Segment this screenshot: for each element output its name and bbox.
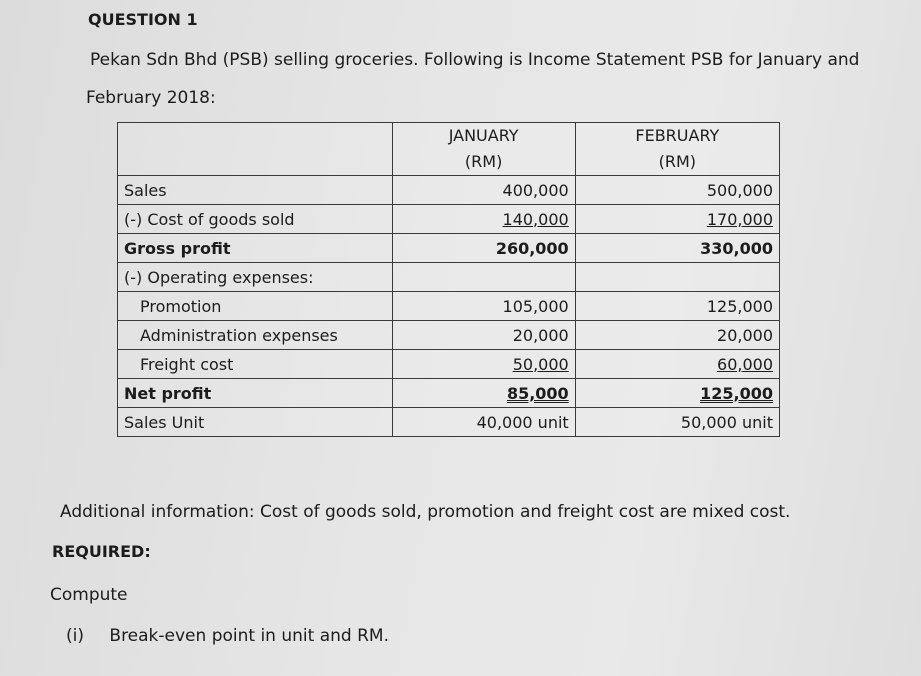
row-label: Sales xyxy=(118,176,393,205)
header-february-label: FEBRUARY xyxy=(635,126,720,145)
row-label: Administration expenses xyxy=(118,321,393,350)
table-row xyxy=(118,408,780,437)
jan-value: 85,000 xyxy=(506,383,569,403)
intro-line-2: February 2018: xyxy=(86,88,216,108)
required-heading: REQUIRED: xyxy=(52,542,151,561)
row-label: Gross profit xyxy=(118,234,393,263)
question-title: QUESTION 1 xyxy=(88,10,198,29)
table-row xyxy=(118,263,780,292)
feb-value: 330,000 xyxy=(575,234,779,263)
header-blank-cell xyxy=(118,123,393,176)
compute-label: Compute xyxy=(50,585,128,605)
row-label: (-) Cost of goods sold xyxy=(118,205,393,234)
jan-value: 400,000 xyxy=(392,176,575,205)
header-february xyxy=(575,123,779,176)
additional-information: Additional information: Cost of goods sold, promotion and freight cost are mixed cost. xyxy=(60,502,791,522)
jan-value xyxy=(392,263,575,292)
jan-value: 40,000 unit xyxy=(392,408,575,437)
jan-value: 140,000 xyxy=(502,209,569,229)
jan-value: 50,000 xyxy=(512,354,569,374)
row-label: Net profit xyxy=(118,379,393,408)
table-header-row xyxy=(118,123,780,176)
feb-value: 50,000 unit xyxy=(575,408,779,437)
table-row xyxy=(118,379,780,408)
table-row xyxy=(118,292,780,321)
feb-value: 20,000 xyxy=(575,321,779,350)
feb-value: 125,000 xyxy=(700,383,773,403)
feb-value xyxy=(575,263,779,292)
row-label: Sales Unit xyxy=(118,408,393,437)
intro-line-1: Pekan Sdn Bhd (PSB) selling groceries. Following is Income Statement PSB for January and xyxy=(90,50,860,70)
table-row xyxy=(118,234,780,263)
feb-value: 125,000 xyxy=(575,292,779,321)
header-january-unit: (RM) xyxy=(464,152,503,171)
jan-value: 105,000 xyxy=(392,292,575,321)
income-statement-table xyxy=(117,122,780,437)
row-label: (-) Operating expenses: xyxy=(118,263,393,292)
feb-value: 500,000 xyxy=(575,176,779,205)
header-january-label: JANUARY xyxy=(448,126,519,145)
item-number: (i) xyxy=(66,626,84,646)
item-text: Break-even point in unit and RM. xyxy=(109,626,389,646)
table-row xyxy=(118,176,780,205)
list-item xyxy=(66,626,389,646)
row-label: Freight cost xyxy=(118,350,393,379)
table-row xyxy=(118,205,780,234)
row-label: Promotion xyxy=(118,292,393,321)
table-row xyxy=(118,350,780,379)
feb-value: 170,000 xyxy=(706,209,773,229)
jan-value: 20,000 xyxy=(392,321,575,350)
feb-value: 60,000 xyxy=(717,354,773,374)
header-january xyxy=(392,123,575,176)
header-february-unit: (RM) xyxy=(658,152,697,171)
table-row xyxy=(118,321,780,350)
jan-value: 260,000 xyxy=(392,234,575,263)
